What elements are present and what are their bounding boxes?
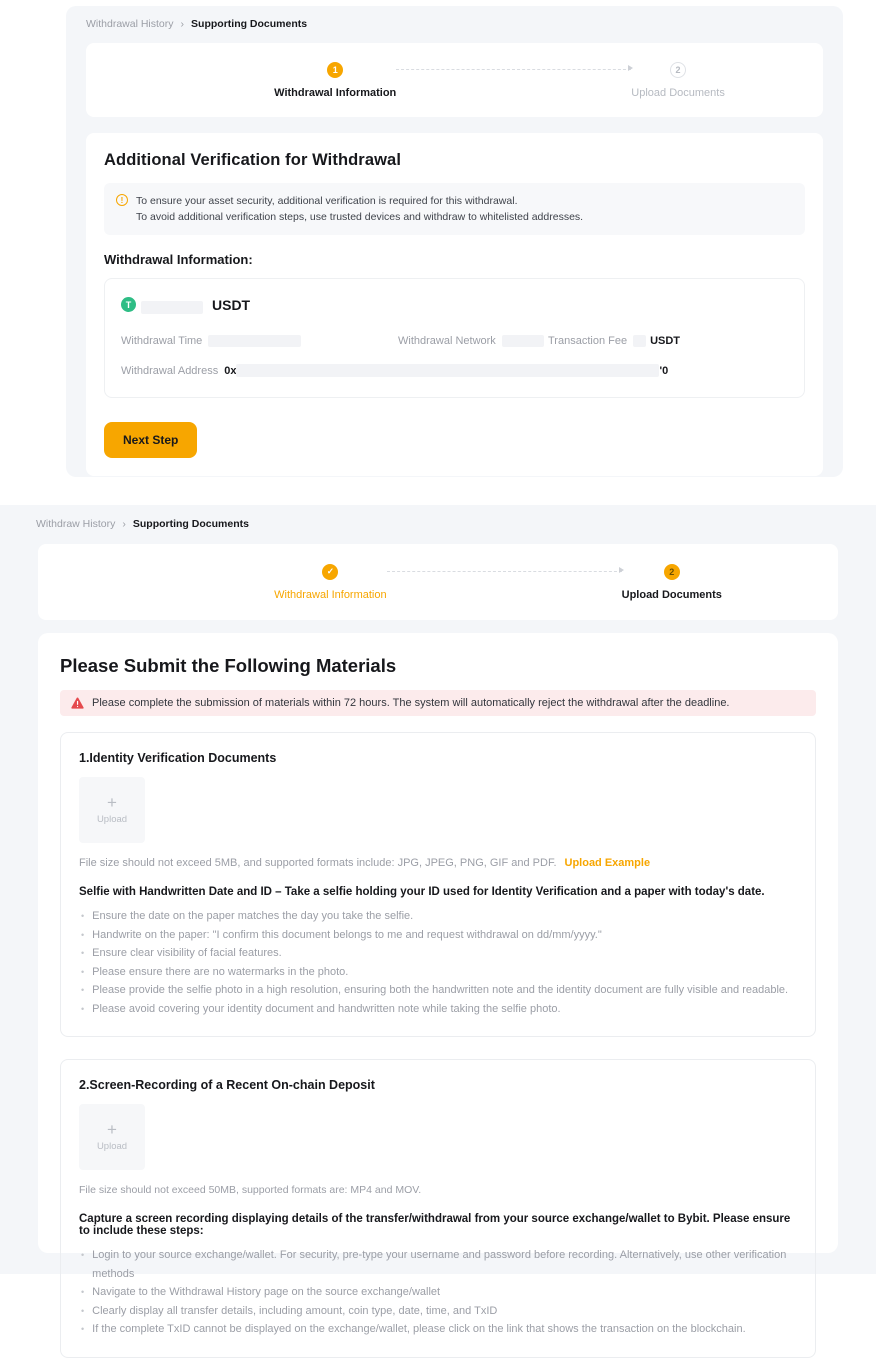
- identity-documents-section: [60, 732, 816, 1037]
- stepper: [184, 62, 725, 99]
- recording-instruction-list: [79, 1246, 797, 1339]
- breadcrumb-supporting-documents: Supporting Documents: [191, 18, 308, 30]
- notice-line-1: To ensure your asset security, additional verification is required for this withdrawal.: [136, 195, 518, 207]
- breadcrumb-separator-icon: ›: [180, 18, 185, 30]
- instruction-bullet: • Please ensure there are no watermarks in the photo.: [79, 963, 797, 982]
- address-suffix: '0: [659, 364, 669, 377]
- redacted-address: [236, 364, 659, 377]
- upload-label: Upload: [96, 814, 128, 825]
- withdrawal-information-heading: Withdrawal Information:: [104, 252, 253, 267]
- withdrawal-address-label: Withdrawal Address: [121, 364, 219, 377]
- breadcrumb: [86, 18, 823, 30]
- security-notice: [104, 183, 805, 235]
- stepper-card: [38, 544, 838, 620]
- step-upload-documents: [631, 62, 725, 99]
- warning-text: Please complete the submission of materials within 72 hours. The system will automatically reject the withdrawal after the deadline.: [92, 697, 730, 709]
- step-1-circle: 1: [327, 62, 343, 78]
- redacted-network: [502, 335, 544, 347]
- withdrawal-time-field: [121, 335, 398, 347]
- deadline-warning: [60, 690, 816, 716]
- instruction-bullet: • Clearly display all transfer details, including amount, coin type, date, time, and TxID: [79, 1302, 797, 1321]
- stepper: [154, 564, 722, 601]
- coin-row: [121, 295, 788, 314]
- recording-upload-box[interactable]: [79, 1104, 145, 1170]
- page-title: Please Submit the Following Materials: [60, 655, 397, 676]
- details-fields-row: [121, 335, 788, 347]
- materials-card: [38, 633, 838, 1335]
- step-withdrawal-information: [274, 62, 396, 99]
- stepper-connector-arrow: [387, 571, 622, 572]
- step-2-label: Upload Documents: [631, 86, 725, 99]
- step-2-circle: 2: [670, 62, 686, 78]
- selfie-instruction-title: Selfie with Handwritten Date and ID – Take a selfie holding your ID used for Identity Verification and a paper with today's date.: [79, 886, 765, 898]
- instruction-bullet: • Please avoid covering your identity document and handwritten note while taking the selfie photo.: [79, 1000, 797, 1019]
- instruction-bullet: • Handwrite on the paper: "I confirm this document belongs to me and request withdrawal on dd/mm/yyyy.": [79, 926, 797, 945]
- file-hint: [79, 857, 797, 869]
- upload-label: Upload: [96, 1141, 128, 1152]
- recording-instruction-title: Capture a screen recording displaying details of the transfer/withdrawal from your source exchange/wallet to Bybit. Please ensure to include these steps:: [79, 1213, 791, 1237]
- notice-line-2: To avoid additional verification steps, use trusted devices and withdraw to whitelisted addresses.: [136, 211, 584, 223]
- withdrawal-network-field: [398, 335, 548, 347]
- breadcrumb-withdrawal-history[interactable]: Withdrawal History: [86, 18, 174, 30]
- withdrawal-network-label: Withdrawal Network: [398, 335, 496, 347]
- warning-icon: [71, 697, 84, 709]
- identity-upload-box[interactable]: [79, 777, 145, 843]
- section-1-title: 1.Identity Verification Documents: [79, 751, 277, 765]
- instruction-bullet: • Please provide the selfie photo in a high resolution, ensuring both the handwritten note and the identity document are fully visible and readable.: [79, 981, 797, 1000]
- tether-coin-icon: T: [121, 297, 136, 312]
- step-1-check-icon: ✓: [322, 564, 338, 580]
- transaction-fee-label: Transaction Fee: [548, 335, 628, 347]
- stepper-connector-arrow: [396, 69, 631, 70]
- screen-recording-section: [60, 1059, 816, 1358]
- info-icon: !: [116, 194, 128, 206]
- instruction-bullet: • Ensure the date on the paper matches the day you take the selfie.: [79, 907, 797, 926]
- redacted-time: [208, 335, 301, 347]
- instruction-bullet: • Ensure clear visibility of facial features.: [79, 944, 797, 963]
- redacted-amount: [141, 301, 203, 314]
- page-title: Additional Verification for Withdrawal: [104, 151, 402, 169]
- breadcrumb-withdraw-history[interactable]: Withdraw History: [36, 518, 116, 530]
- withdrawal-details: [104, 278, 805, 398]
- withdrawal-address-field: [121, 364, 788, 377]
- plus-icon: +: [107, 1120, 117, 1139]
- file-hint: File size should not exceed 50MB, supported formats are: MP4 and MOV.: [79, 1184, 422, 1196]
- step-1-label: Withdrawal Information: [274, 588, 387, 601]
- next-step-button[interactable]: Next Step: [104, 422, 197, 458]
- selfie-instruction-list: [79, 907, 797, 1018]
- notice-text: [136, 193, 583, 225]
- address-prefix: 0x: [224, 364, 237, 377]
- withdrawal-info-screen: [66, 6, 843, 477]
- breadcrumb: [36, 518, 838, 530]
- section-2-title: 2.Screen-Recording of a Recent On-chain Deposit: [79, 1078, 375, 1092]
- instruction-bullet: • Navigate to the Withdrawal History page on the source exchange/wallet: [79, 1283, 797, 1302]
- step-1-label: Withdrawal Information: [274, 86, 397, 99]
- stepper-card: [86, 43, 823, 117]
- step-upload-documents: [622, 564, 722, 601]
- instruction-bullet: • If the complete TxID cannot be displayed on the exchange/wallet, please click on the link that shows the transaction on the blockchain.: [79, 1320, 797, 1339]
- verification-card: [86, 133, 823, 476]
- coin-symbol: USDT: [212, 296, 251, 313]
- breadcrumb-separator-icon: ›: [122, 518, 126, 530]
- file-hint-text: File size should not exceed 5MB, and supported formats include: JPG, JPEG, PNG, GIF and PDF.: [79, 857, 557, 869]
- step-withdrawal-information: [274, 564, 387, 601]
- upload-documents-screen: [0, 505, 876, 1335]
- step-2-circle: 2: [664, 564, 680, 580]
- transaction-fee-field: [548, 335, 680, 347]
- withdrawal-time-label: Withdrawal Time: [121, 335, 203, 347]
- plus-icon: +: [107, 793, 117, 812]
- fee-unit: USDT: [650, 335, 681, 347]
- redacted-fee: [633, 335, 646, 347]
- breadcrumb-supporting-documents: Supporting Documents: [132, 518, 249, 530]
- upload-example-link[interactable]: Upload Example: [564, 857, 651, 869]
- instruction-bullet: • Login to your source exchange/wallet. For security, pre-type your username and password before recording. Alternatively, use other verification methods: [79, 1246, 797, 1283]
- step-2-label: Upload Documents: [621, 588, 722, 601]
